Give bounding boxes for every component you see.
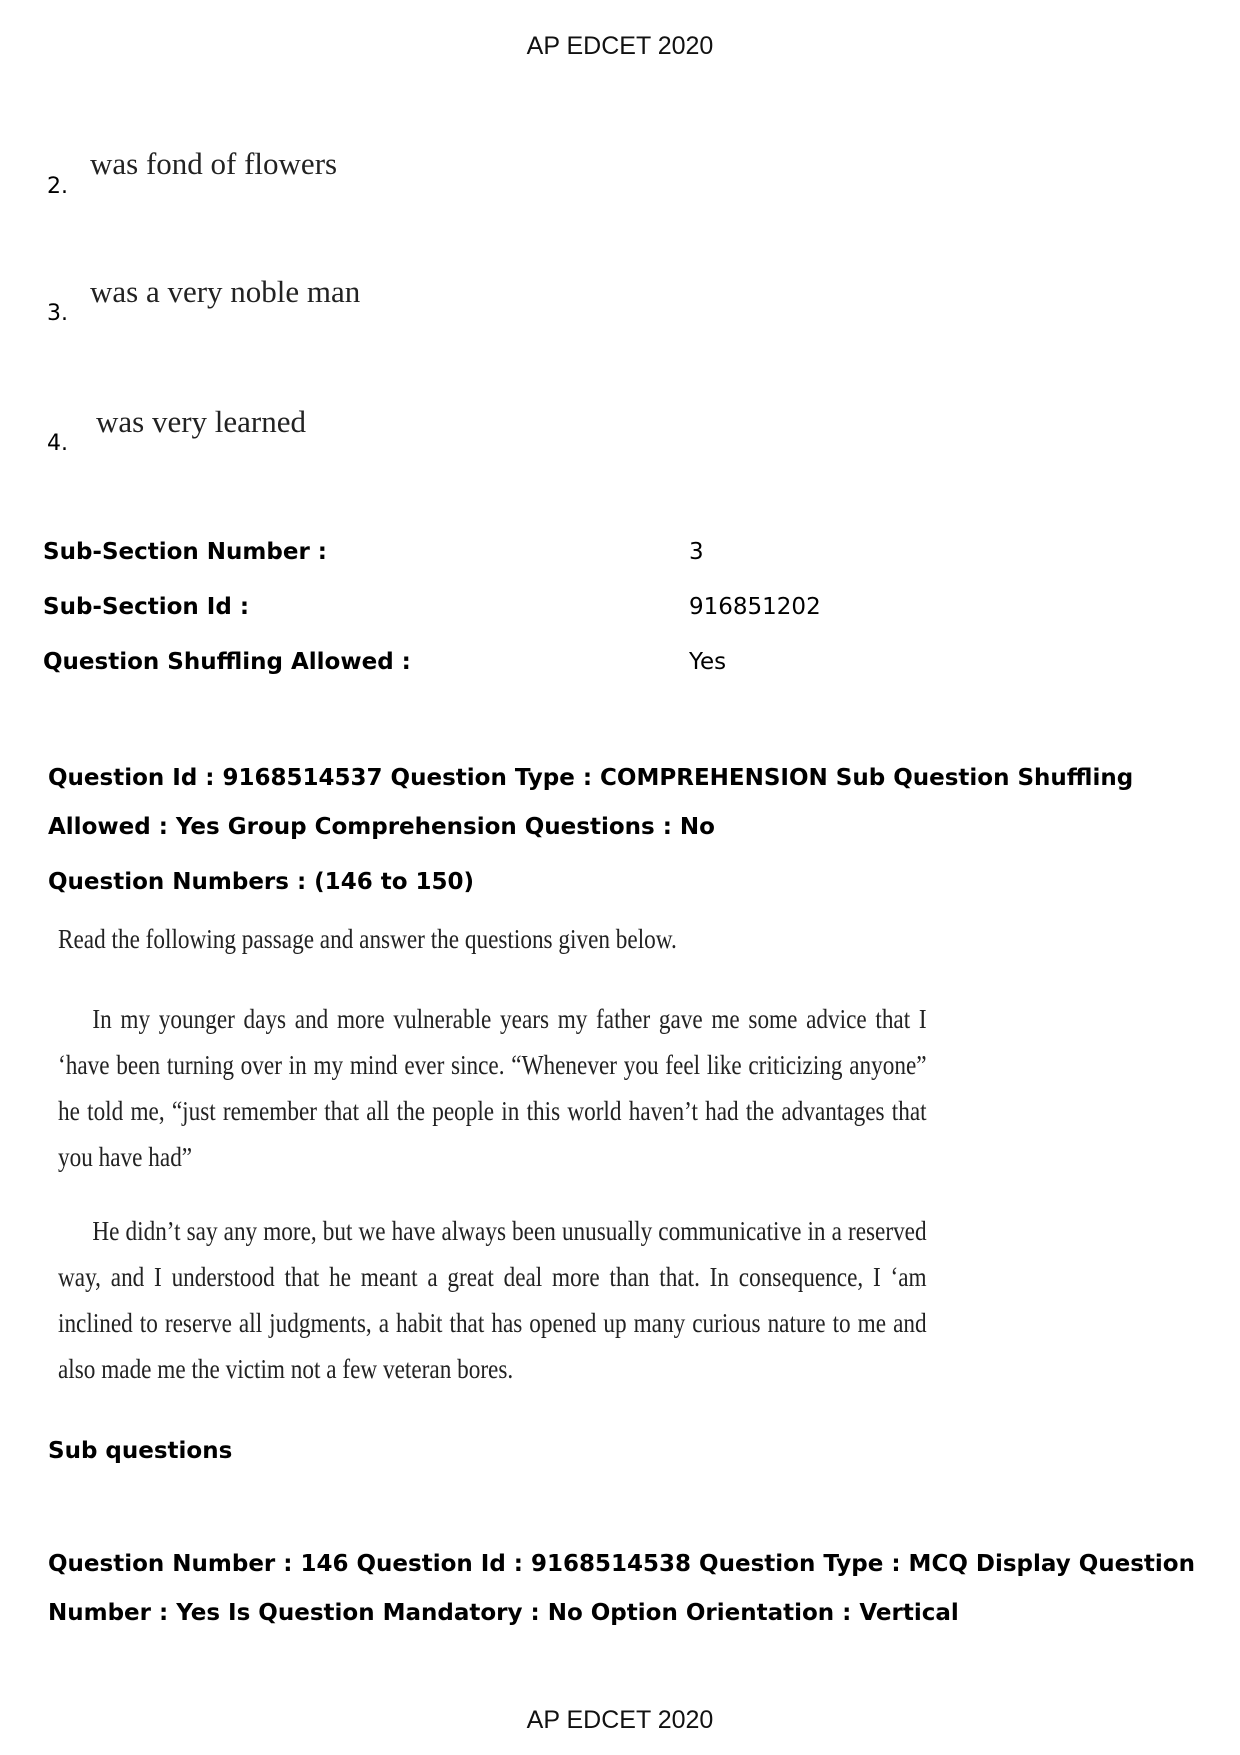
- question-shuffling-value: Yes: [689, 649, 727, 675]
- subsection-number-value: 3: [689, 539, 704, 565]
- comprehension-question-info: Question Id : 9168514537 Question Type : COMPREHENSION Sub Question Shuffling Allowed : Yes Group Comprehension Questions : No: [48, 765, 1134, 840]
- question-numbers-range: Question Numbers : (146 to 150): [48, 869, 475, 895]
- subsection-id-label: Sub-Section Id :: [43, 594, 250, 620]
- passage-paragraph-2: He didn’t say any more, but we have always been unusually communicative in a reserved way, and I understood that he meant a great deal more than that. In consequence, I ‘am inclined to reserve all judgments, a habit that has opened up many curious nature to me and also made me the victim not a few veteran bores.: [58, 1216, 927, 1384]
- option-3-number: 3.: [47, 301, 68, 326]
- option-4-text: was very learned: [96, 404, 307, 439]
- question-shuffling-label: Question Shuffling Allowed :: [43, 649, 411, 675]
- question-146-info: Question Number : 146 Question Id : 9168514538 Question Type : MCQ Display Question Number : Yes Is Question Mandatory : No Option Orientation : Vertical: [48, 1551, 1195, 1626]
- subsection-id-value: 916851202: [689, 594, 821, 620]
- subsection-number-label: Sub-Section Number :: [43, 539, 328, 565]
- sub-questions-heading: Sub questions: [48, 1438, 233, 1464]
- page-footer: AP EDCET 2020: [526, 1706, 714, 1734]
- option-3-text: was a very noble man: [90, 274, 361, 309]
- option-4-number: 4.: [47, 431, 68, 456]
- passage-instruction: Read the following passage and answer the questions given below.: [58, 924, 677, 954]
- option-2-number: 2.: [47, 174, 68, 199]
- passage-paragraph-1: In my younger days and more vulnerable years my father gave me some advice that I ‘have been turning over in my mind ever since. “Whenever you feel like criticizing anyone” he told me, “just remember that all the people in this world haven’t had the advantages that you have had”: [58, 1004, 927, 1172]
- page-header: AP EDCET 2020: [526, 32, 714, 60]
- option-2-text: was fond of flowers: [90, 146, 338, 181]
